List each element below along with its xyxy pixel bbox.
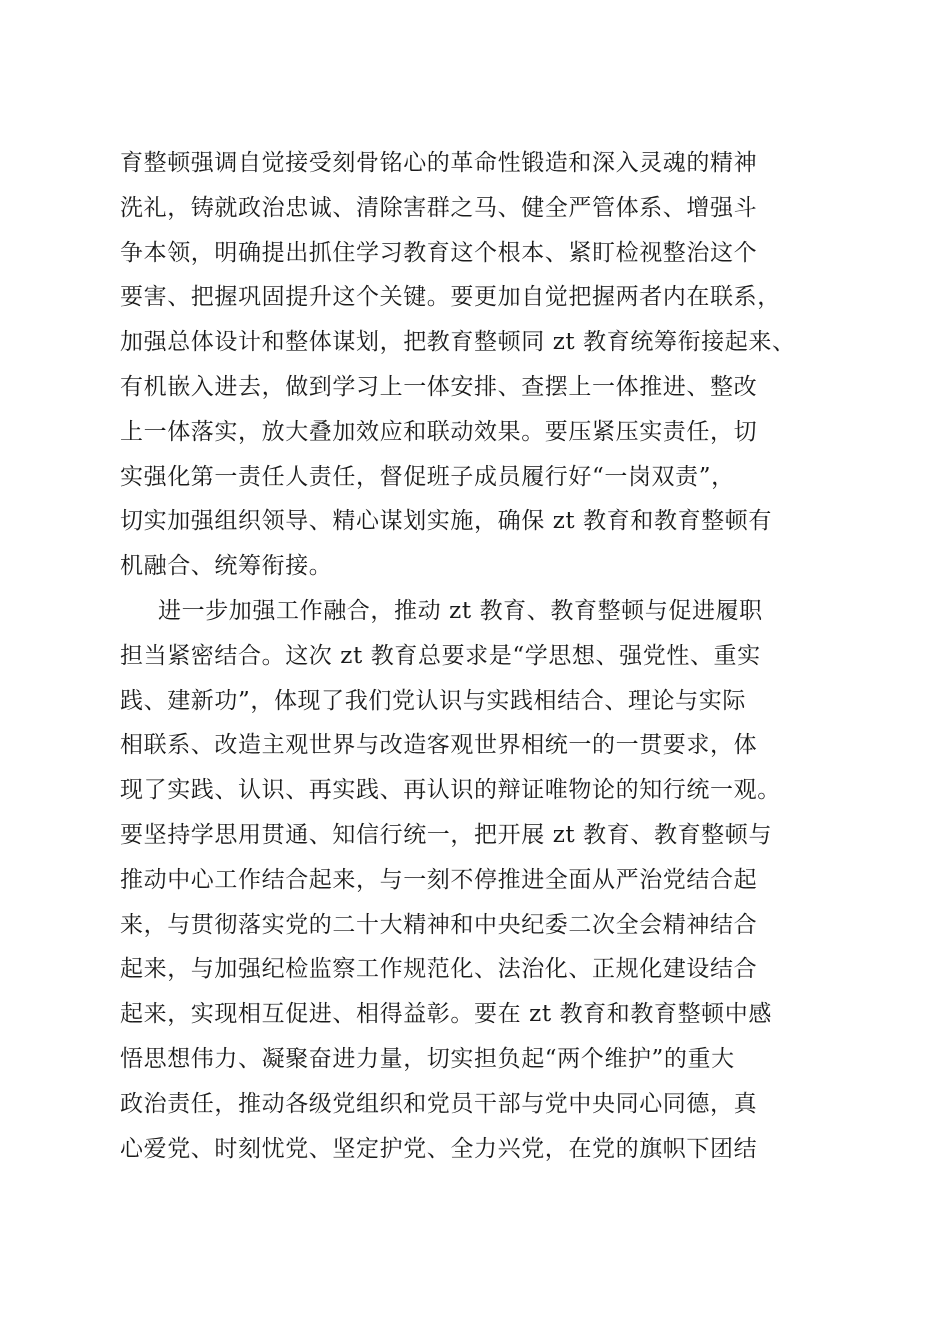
text-line: 育整顿强调自觉接受刻骨铭心的革命性锻造和深入灵魂的精神 (120, 150, 758, 176)
text-line: 政治责任，推动各级党组织和党员干部与党中央同心同德，真 (120, 1090, 758, 1117)
text-line: 悟思想伟力、凝聚奋进力量，切实担负起“两个维护”的重大 (120, 1045, 735, 1072)
text-line: 上一体落实，放大叠加效应和联动效果。要压紧压实责任，切 (120, 418, 758, 445)
text-line: 争本领，明确提出抓住学习教育这个根本、紧盯检视整治这个 (120, 239, 758, 266)
text-line: 现了实践、认识、再实践、再认识的辩证唯物论的知行统一观。 (120, 777, 781, 804)
text-line: 要坚持学思用贯通、知信行统一，把开展 zt 教育、教育整顿与 (120, 821, 772, 848)
text-line: 起来，与加强纪检监察工作规范化、法治化、正规化建设结合 (120, 956, 758, 983)
paragraph-start-line: 进一步加强工作融合，推动 zt 教育、教育整顿与促进履职 (158, 597, 763, 624)
text-line: 心爱党、时刻忧党、坚定护党、全力兴党，在党的旗帜下团结 (120, 1135, 758, 1162)
text-line: 实强化第一责任人责任，督促班子成员履行好“一岗双责”， (120, 463, 735, 490)
text-line: 推动中心工作结合起来，与一刻不停推进全面从严治党结合起 (120, 866, 758, 893)
text-line: 起来，实现相互促进、相得益彰。要在 zt 教育和教育整顿中感 (120, 1001, 772, 1028)
text-line: 机融合、统筹衔接。 (120, 553, 333, 580)
text-line: 践、建新功”，体现了我们党认识与实践相结合、理论与实际 (120, 687, 746, 714)
text-line: 洗礼，铸就政治忠诚、清除害群之马、健全严管体系、增强斗 (120, 194, 758, 221)
text-line: 相联系、改造主观世界与改造客观世界相统一的一贯要求，体 (120, 732, 758, 759)
text-line: 要害、把握巩固提升这个关键。要更加自觉把握两者内在联系， (120, 284, 781, 311)
text-line: 来，与贯彻落实党的二十大精神和中央纪委二次全会精神结合 (120, 911, 758, 938)
text-line: 切实加强组织领导、精心谋划实施，确保 zt 教育和教育整顿有 (120, 508, 772, 535)
body-text (120, 141, 840, 1171)
text-line: 有机嵌入进去，做到学习上一体安排、查摆上一体推进、整改 (120, 373, 758, 400)
text-line: 担当紧密结合。这次 zt 教育总要求是“学思想、强党性、重实 (120, 642, 761, 669)
text-line: 加强总体设计和整体谋划，把教育整顿同 zt 教育统筹衔接起来、 (120, 329, 796, 356)
